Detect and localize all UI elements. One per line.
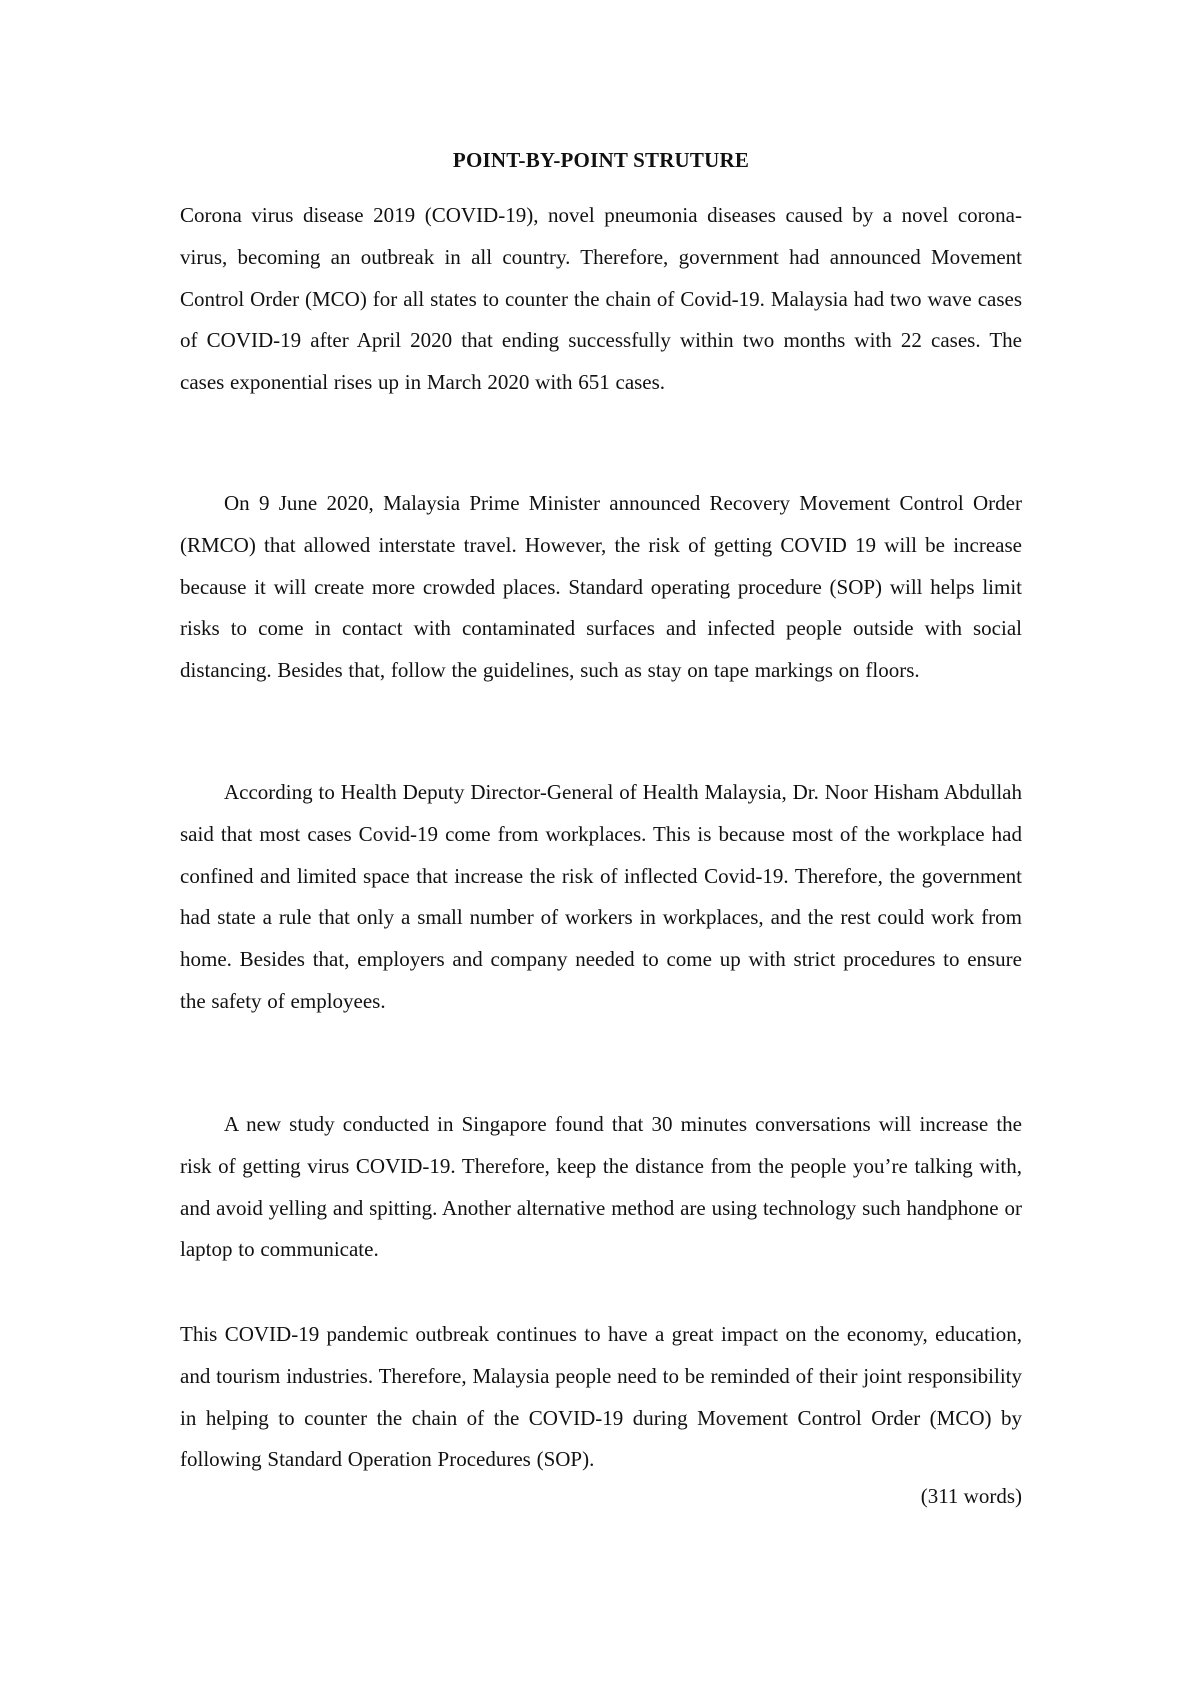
paragraph-conversations: A new study conducted in Singapore found that 30 minutes conversations will increase the risk of getting virus COVID-19. Therefore, keep the distance from the people you’re talking with, and avoid yelling and spitting. Another alternative method are using technology such handphone or laptop to communicate. — [180, 1112, 1022, 1262]
paragraph-rmco: On 9 June 2020, Malaysia Prime Minister announced Recovery Movement Control Order (RMCO) that allowed interstate travel. However, the risk of getting COVID 19 will be increase because it will create more crowded places. Standard operating procedure (SOP) will helps limit risks to come in contact with contaminated surfaces and infected people outside with social distancing. Besides that, follow the guidelines, such as stay on tape markings on floors. — [180, 491, 1022, 683]
word-count: (311 words) — [920, 1484, 1022, 1508]
paragraph-workplaces: According to Health Deputy Director-General of Health Malaysia, Dr. Noor Hisham Abdullah said that most cases Covid-19 come from workplaces. This is because most of the workplace had confined and limited space that increase the risk of inflected Covid-19. Therefore, the government had state a rule that only a small number of workers in workplaces, and the rest could work from home. Besides that, employers and company needed to come up with strict procedures to ensure the safety of employees. — [180, 780, 1022, 1013]
paragraph-conclusion: This COVID-19 pandemic outbreak continues to have a great impact on the economy, education, and tourism industries. Therefore, Malaysia people need to be reminded of their joint responsibility in helping to counter the chain of the COVID-19 during Movement Control Order (MCO) by following Standard Operation Procedures (SOP). — [180, 1322, 1022, 1472]
document-title: POINT-BY-POINT STRUTURE — [452, 148, 750, 172]
paragraph-intro: Corona virus disease 2019 (COVID-19), novel pneumonia diseases caused by a novel corona-virus, becoming an outbreak in all country. Therefore, government had announced Movement Control Order (MCO) for all states to counter the chain of Covid-19. Malaysia had two wave cases of COVID-19 after April 2020 that ending successfully within two months with 22 cases. The cases exponential rises up in March 2020 with 651 cases. — [180, 203, 1022, 395]
